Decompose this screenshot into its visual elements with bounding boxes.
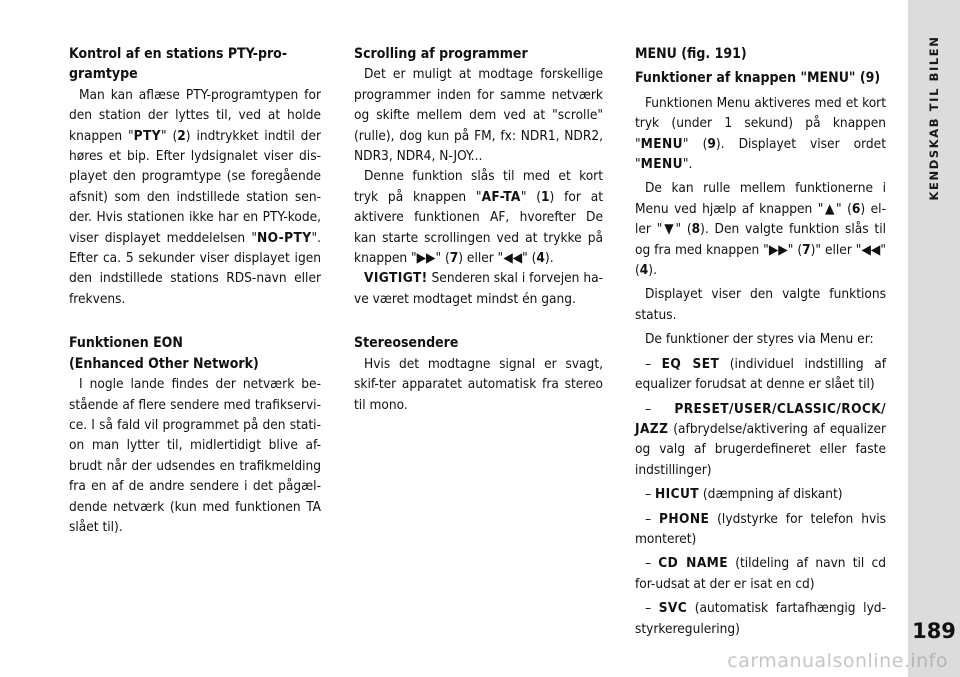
heading-menu-functions: Funktioner af knappen "MENU" (9) xyxy=(635,70,881,87)
heading-menu: MENU (fig. 191) xyxy=(635,46,747,62)
text-run: (tildeling af navn til cd for-udsat at der er isat en cd) xyxy=(635,555,886,592)
menu-item-phone xyxy=(635,509,886,550)
text-run: " ( xyxy=(520,188,542,205)
menu-item-cd-name xyxy=(635,553,886,594)
paragraph-important xyxy=(354,268,603,309)
text-run: (automatisk fartafhængig lyd-styrkeregulering) xyxy=(635,600,886,637)
key-number: 7 xyxy=(802,241,811,258)
text-run: – xyxy=(645,486,655,503)
text-run: ) for at aktivere funktionen AF, hvorefter De kan starte scrollingen ved at trykke på knappen " xyxy=(354,188,603,267)
text-run: " ( xyxy=(635,241,887,279)
text-run: – xyxy=(645,510,660,527)
text-run: ) eller " xyxy=(458,250,504,267)
column-middle xyxy=(354,44,603,415)
key-label: EQ SET xyxy=(661,355,720,372)
page-number: 189 xyxy=(912,619,956,643)
key-label: SVC xyxy=(658,600,688,617)
text-run: ". Efter ca. 5 sekunder viser displayet igen den indstillede stations RDS-navn eller frekvens. xyxy=(69,229,321,307)
text-run: Funktionen Menu aktiveres med et kort tryk (under 1 sekund) på knappen " xyxy=(635,94,886,152)
text-run: " ( xyxy=(522,250,537,267)
paragraph-scrolling-2 xyxy=(354,166,603,268)
spacer xyxy=(69,309,321,329)
text-run: ). xyxy=(544,250,554,267)
text-run: ) indtrykket indtil der høres et bip. Efter lydsignalet viser dis-playet den programtype (se foregående afsnit) som den indstillede station sen-der. Hvis stationen ikke har en PTY-kode, viser displayet meddelelsen " xyxy=(69,127,321,246)
key-number: 6 xyxy=(851,200,861,217)
heading-stereo: Stereosendere xyxy=(354,335,459,352)
text-run: Man kan aflæse PTY-programtypen for den station der lyttes til, ved at holde knappen " xyxy=(69,86,321,144)
text-run: (afbrydelse/aktivering af equalizer og valg af brugerdefineret eller faste indstillinger) xyxy=(635,420,886,478)
key-label: PRESET/USER/CLASSIC/ROCK/ JAZZ xyxy=(635,400,886,437)
rewind-icon: ◀◀ xyxy=(503,250,523,267)
heading-eon: Funktionen EON xyxy=(69,335,183,352)
menu-item-svc xyxy=(635,598,886,639)
watermark: carmanualsonline.info xyxy=(727,650,948,672)
section-label: KENDSKAB TIL BILEN xyxy=(927,35,941,201)
important-label: VIGTIGT! xyxy=(364,270,428,287)
text-run: (lydstyrke for telefon hvis monteret) xyxy=(635,510,886,547)
text-run: ). Den valgte funktion slås til og fra med knappen " xyxy=(635,221,886,258)
menu-item-hicut xyxy=(635,484,886,504)
heading-scrolling: Scrolling af programmer xyxy=(354,46,528,62)
paragraph-menu-1 xyxy=(635,93,886,175)
menu-item-eq-set xyxy=(635,354,886,395)
text-run: – xyxy=(645,400,675,417)
heading-eon-sub: (Enhanced Other Network) xyxy=(69,355,259,372)
key-number: 4 xyxy=(639,262,649,279)
column-right xyxy=(635,44,886,639)
key-number: 9 xyxy=(707,135,716,152)
text-run: ". xyxy=(682,156,693,173)
rewind-icon: ◀◀ xyxy=(861,241,881,258)
text-run: – xyxy=(645,555,659,572)
text-run: ) el-ler " xyxy=(635,200,886,238)
text-run: – xyxy=(645,600,659,617)
text-run: – xyxy=(645,355,662,372)
text-run: (individuel indstilling af equalizer forudsat at denne er slået til) xyxy=(635,355,886,393)
key-number: 4 xyxy=(536,250,545,267)
paragraph-pty-check xyxy=(69,85,321,309)
key-label: MENU xyxy=(640,135,683,152)
text-run: Denne funktion slås til med et kort tryk på knappen " xyxy=(354,168,603,205)
text-run: De kan rulle mellem funktionerne i Menu ved hjælp af knappen " xyxy=(635,180,886,217)
fast-forward-icon: ▶▶ xyxy=(416,250,436,267)
paragraph-scrolling-1: Det er muligt at modtage forskellige programmer inden for samme netværk og skifte mellem dem ved at "scrolle" (rulle), dog kun på FM, fx: NDR1, NDR2, NDR3, NDR4, N-JOY... xyxy=(354,66,603,165)
key-number: 8 xyxy=(691,221,701,238)
text-run: )" eller " xyxy=(810,241,862,258)
text-run: Senderen skal i forvejen ha-ve været modtaget mindst én gang. xyxy=(354,270,603,307)
paragraph-eon: I nogle lande findes der netværk be-stående af flere sendere med trafikservi-ce. I så fald vil programmet på den stati-on man lytter til, midlertidigt blive af-brudt når der udsendes en trafikmelding fra en af de andre sendere i det pågæl-dende netværk (kun med funktionen TA slået til). xyxy=(69,376,321,535)
arrow-up-icon: ▲ xyxy=(823,200,837,217)
text-run: " ( xyxy=(682,135,708,152)
fast-forward-icon: ▶▶ xyxy=(768,241,788,258)
key-label: CD NAME xyxy=(658,555,729,572)
column-left xyxy=(69,44,321,537)
key-label: PTY xyxy=(133,127,161,144)
key-label: MENU xyxy=(640,156,683,173)
arrow-down-icon: ▼ xyxy=(662,221,676,238)
key-number: 1 xyxy=(541,188,550,205)
paragraph-menu-3: Displayet viser den valgte funktions status. xyxy=(635,286,886,323)
key-label: AF-TA xyxy=(481,188,521,205)
key-number: 7 xyxy=(449,250,459,267)
paragraph-menu-4: De funktioner der styres via Menu er: xyxy=(645,331,874,348)
spacer xyxy=(354,309,603,329)
text-run: " ( xyxy=(787,241,803,258)
paragraph-menu-2 xyxy=(635,178,886,280)
key-label: PHONE xyxy=(659,510,710,527)
key-label: HICUT xyxy=(655,486,700,503)
text-run: " ( xyxy=(435,250,450,267)
text-run: " ( xyxy=(836,200,852,217)
text-run: ). xyxy=(648,262,657,279)
text-run: " ( xyxy=(675,221,692,238)
heading-pty-check: Kontrol af en stations PTY-pro-gramtype xyxy=(69,46,288,83)
menu-item-preset xyxy=(635,399,886,481)
text-run: " ( xyxy=(161,127,178,144)
key-label: NO-PTY xyxy=(256,229,312,246)
text-run: ). Displayet viser ordet " xyxy=(635,135,886,173)
paragraph-stereo: Hvis det modtagne signal er svagt, skif-ter apparatet automatisk fra stereo til mono. xyxy=(354,355,603,413)
text-run: (dæmpning af diskant) xyxy=(699,486,843,503)
key-number: 2 xyxy=(177,127,186,144)
